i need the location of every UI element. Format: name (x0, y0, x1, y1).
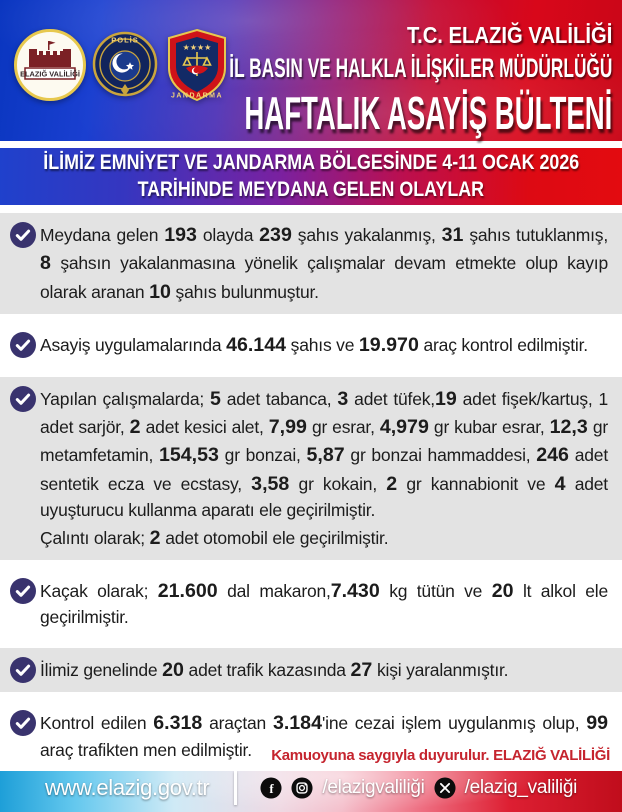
bullet-item (0, 569, 622, 639)
bullet-text: Kaçak olarak; 21.600 dal makaron,7.430 kg tütün ve 20 lt alkol ele geçirilmiştir. (40, 580, 608, 628)
bullet-text: Yapılan çalışmalarda; 5 adet tabanca, 3 adet tüfek,19 adet fişek/kartuş, 1 adet sarjör, 2 adet kesici alet, 7,99 gr esrar, 4,979 gr kubar esrar, 12,3 gr metamfetamin, 154,53 gr bonzai, 5,87 gr bonzai hammaddesi, 246 adet sentetik ecza ve ecstasy, 3,58 gr kokain, 2 gr kannabionit ve 4 adet uyuşturucu kullanma aparatı ele geçirilmiştir. (40, 387, 609, 521)
header-titles (0, 22, 612, 140)
x-handle[interactable]: /elazig_valiliği (464, 777, 578, 798)
check-icon (10, 657, 36, 683)
closing-note: Kamuoyuna saygıyla duyurulur. ELAZIĞ VALİLİĞİ (271, 747, 610, 764)
page-title: HAFTALIK ASAYİŞ BÜLTENİ (243, 87, 612, 139)
x-icon[interactable] (434, 777, 456, 799)
elazig-logo-label: ELAZIĞ VALİLİĞİ (20, 69, 80, 79)
facebook-icon[interactable] (260, 777, 282, 799)
bulletin-content (0, 205, 622, 764)
check-icon (10, 386, 36, 412)
check-icon (10, 578, 36, 604)
stars-icon: ★★★★ (182, 43, 212, 52)
banner-line1: İLİMİZ EMNİYET VE JANDARMA BÖLGESİNDE 4-11 OCAK 2026 (43, 151, 579, 175)
website-link[interactable]: www.elazig.gov.tr (44, 775, 210, 800)
check-icon (10, 710, 36, 736)
bullet-item (0, 648, 622, 692)
bullet-item (0, 213, 622, 314)
check-icon (10, 222, 36, 248)
date-banner (0, 148, 622, 205)
separator (0, 141, 622, 148)
svg-text:f: f (269, 782, 275, 797)
bullet-text: Çalıntı olarak; 2 adet otomobil ele geçirilmiştir. (40, 526, 389, 549)
header-line2: İL BASIN VE HALKLA İLİŞKİLER MÜDÜRLÜĞÜ (228, 53, 612, 83)
jandarma-logo-label: JANDARMA (170, 92, 224, 100)
footer-divider (234, 771, 237, 805)
banner-line2: TARİHİNDE MEYDANA GELEN OLAYLAR (137, 177, 485, 201)
header-banner (0, 0, 622, 141)
footer (0, 764, 622, 812)
header-line1: T.C. ELAZIĞ VALİLİĞİ (406, 22, 612, 48)
bullet-text: İlimiz genelinde 20 adet trafik kazasında 27 kişi yaralanmıştır. (40, 658, 509, 681)
bullet-item (0, 377, 622, 560)
bullet-text: Meydana gelen 193 olayda 239 şahıs yakalanmış, 31 şahıs tutuklanmış, 8 şahsın yakalanmasına yönelik çalışmalar devam etmekte olup kayıp olarak aranan 10 şahıs bulunmuştur. (40, 224, 609, 303)
instagram-icon[interactable] (291, 777, 313, 799)
bullet-item (0, 323, 622, 367)
bullet-text: Kontrol edilen 6.318 araçtan 3.184'ine cezai işlem uygulanmış olup, 99 araç trafikten men edilmiştir. (40, 712, 608, 760)
bullet-list (0, 213, 622, 771)
check-icon (10, 332, 36, 358)
facebook-instagram-handle[interactable]: /elazigvaliliği (322, 777, 425, 798)
polis-logo-label: POLİS (111, 35, 139, 45)
bullet-text: Asayiş uygulamalarında 46.144 şahıs ve 19.970 araç kontrol edilmiştir. (40, 334, 588, 357)
